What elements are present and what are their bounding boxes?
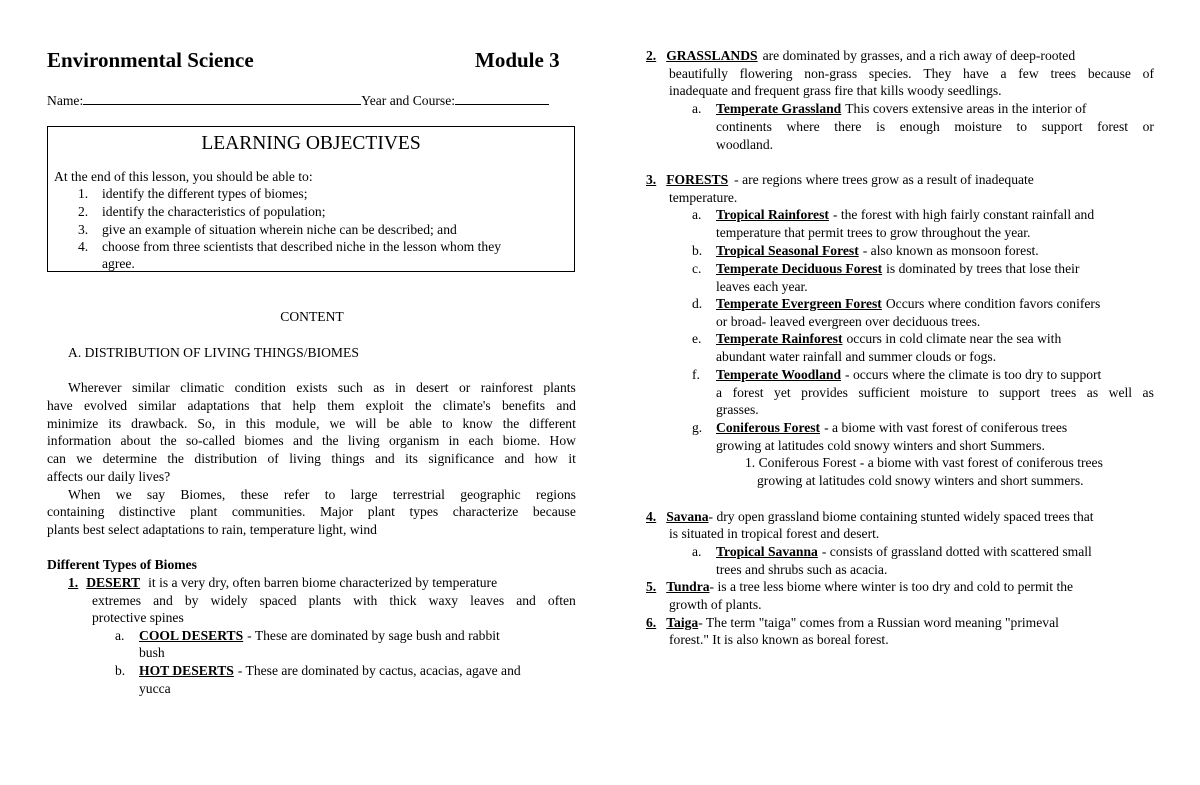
forests-line: temperature.: [669, 190, 738, 205]
forest-item-title: Coniferous Forest: [716, 420, 821, 435]
section-a-heading: A. DISTRIBUTION OF LIVING THINGS/BIOMES: [68, 345, 359, 360]
para2-line: plants best select adaptations to rain, temperature light, wind: [47, 522, 377, 537]
desert-title: DESERT: [86, 575, 141, 590]
hot-deserts-title: HOT DESERTS: [139, 663, 234, 678]
grasslands-line: beautifully flowering non-grass species. They have a few trees because of: [669, 66, 1154, 81]
objective-item: 2. identify the characteristics of population;: [78, 204, 326, 219]
tropical-savanna-cont: trees and shrubs such as acacia.: [716, 562, 888, 577]
temperate-grassland-cont: woodland.: [716, 137, 774, 152]
forest-item-title: Temperate Rainforest: [716, 331, 843, 346]
name-blank[interactable]: [83, 92, 361, 105]
tropical-savanna-title: Tropical Savanna: [716, 544, 818, 559]
year-course-blank[interactable]: [455, 92, 549, 105]
subject-title: Environmental Science: [47, 48, 254, 72]
tundra-line: growth of plants.: [669, 597, 762, 612]
year-course-label: Year and Course:: [361, 93, 456, 108]
forest-item-title: Tropical Rainforest: [716, 207, 829, 222]
forest-item-cont: grasses.: [716, 402, 759, 417]
para2-line: When we say Biomes, these refer to large terrestrial geographic regions: [68, 487, 576, 502]
tropical-savanna-item: a. Tropical Savanna - consists of grassland dotted with scattered small: [692, 544, 1092, 559]
forest-item-cont: or broad- leaved evergreen over deciduous trees.: [716, 314, 981, 329]
taiga-title: Taiga: [666, 615, 699, 630]
para1-line: can we determine the distribution of living things and its significance and how it: [47, 451, 576, 466]
objective-item: 3. give an example of situation wherein niche can be described; and: [78, 222, 457, 237]
para1-line: minimize its drawback. So, in this module, we will be able to know the different: [47, 416, 576, 431]
name-line: [47, 92, 549, 109]
forest-item-g: g. Coniferous Forest - a biome with vast forest of coniferous trees: [692, 420, 1068, 435]
para2-line: containing distinctive plant communities. Major plant types characterize because: [47, 504, 576, 519]
temperate-grassland-cont: continents where there is enough moisture to support forest or: [716, 119, 1154, 134]
forest-item-title: Tropical Seasonal Forest: [716, 243, 859, 258]
objective-item: 4. choose from three scientists that described niche in the lesson whom they: [78, 239, 502, 254]
forest-item-d: d. Temperate Evergreen Forest Occurs where condition favors conifers: [692, 296, 1101, 311]
cool-deserts-item: a. COOL DESERTS - These are dominated by sage bush and rabbit: [115, 628, 500, 643]
taiga-line: 6. Taiga - The term "taiga" comes from a Russian word meaning "primeval: [646, 615, 1059, 630]
name-label: Name:: [47, 93, 84, 108]
para1-line: affects our daily lives?: [47, 469, 171, 484]
grasslands-line: inadequate and frequent grass fire that kills woody seedlings.: [669, 83, 1002, 98]
forest-item-cont: abundant water rainfall and summer clouds or fogs.: [716, 349, 997, 364]
coniferous-sub-item-cont: growing at latitudes cold snowy winters and short summers.: [757, 473, 1084, 488]
forest-item-cont: leaves each year.: [716, 279, 808, 294]
forests-line: 3. FORESTS - are regions where trees grow as a result of inadequate: [646, 172, 1034, 187]
desert-line: protective spines: [92, 610, 184, 625]
temperate-grassland-title: Temperate Grassland: [716, 101, 842, 116]
forest-item-cont: temperature that permit trees to grow throughout the year.: [716, 225, 1031, 240]
forest-item-e: e. Temperate Rainforest occurs in cold climate near the sea with: [692, 331, 1062, 346]
cool-deserts-title: COOL DESERTS: [139, 628, 244, 643]
hot-deserts-item: b. HOT DESERTS - These are dominated by cactus, acacias, agave and: [115, 663, 521, 678]
forest-item-title: Temperate Evergreen Forest: [716, 296, 882, 311]
temperate-grassland-item: a. Temperate Grassland This covers extensive areas in the interior of: [692, 101, 1087, 116]
forest-item-b: b. Tropical Seasonal Forest - also known as monsoon forest.: [692, 243, 1039, 258]
objective-item-cont: agree.: [102, 256, 135, 271]
savana-line: 4. Savana - dry open grassland biome containing stunted widely spaced trees that: [646, 509, 1094, 524]
forest-item-f: f. Temperate Woodland - occurs where the climate is too dry to support: [692, 367, 1102, 382]
hot-deserts-cont: yucca: [139, 681, 171, 696]
savana-title: Savana: [666, 509, 709, 524]
forests-title: FORESTS: [666, 172, 729, 187]
forest-item-cont: growing at latitudes cold snowy winters and short Summers.: [716, 438, 1045, 453]
taiga-line: forest." It is also known as boreal forest.: [669, 632, 889, 647]
para1-line: have evolved similar adaptations that help them exploit the climate's benefits and: [47, 398, 576, 413]
desert-line: extremes and by widely spaced plants with thick waxy leaves and often: [92, 593, 576, 608]
desert-line: 1. DESERT it is a very dry, often barren biome characterized by temperature: [68, 575, 498, 590]
cool-deserts-cont: bush: [139, 645, 165, 660]
learning-objectives-box: [47, 126, 575, 272]
forest-item-title: Temperate Woodland: [716, 367, 842, 382]
content-heading: CONTENT: [280, 309, 344, 324]
forest-item-a: a. Tropical Rainforest - the forest with high fairly constant rainfall and: [692, 207, 1095, 222]
forest-item-c: c. Temperate Deciduous Forest is dominated by trees that lose their: [692, 261, 1080, 276]
tundra-title: Tundra: [666, 579, 710, 594]
para1-line: information about the so-called biomes and the living organism in each biome. How: [47, 433, 576, 448]
coniferous-sub-item: 1. Coniferous Forest - a biome with vast forest of coniferous trees: [745, 455, 1103, 470]
forest-item-cont: a forest yet provides sufficient moisture to support trees as well as: [716, 385, 1154, 400]
para1-line: Wherever similar climatic condition exists such as in desert or rainforest plants: [68, 380, 576, 395]
objectives-title: LEARNING OBJECTIVES: [201, 133, 421, 154]
types-heading: Different Types of Biomes: [47, 557, 197, 572]
module-title: Module 3: [475, 48, 560, 72]
grasslands-line: 2. GRASSLANDS are dominated by grasses, and a rich away of deep-rooted: [646, 48, 1076, 63]
grasslands-title: GRASSLANDS: [666, 48, 758, 63]
forest-item-title: Temperate Deciduous Forest: [716, 261, 883, 276]
tundra-line: 5. Tundra - is a tree less biome where winter is too dry and cold to permit the: [646, 579, 1074, 594]
objective-item: 1. identify the different types of biomes;: [78, 186, 308, 201]
objectives-intro: At the end of this lesson, you should be able to:: [54, 169, 313, 184]
savana-line: is situated in tropical forest and desert.: [669, 526, 880, 541]
